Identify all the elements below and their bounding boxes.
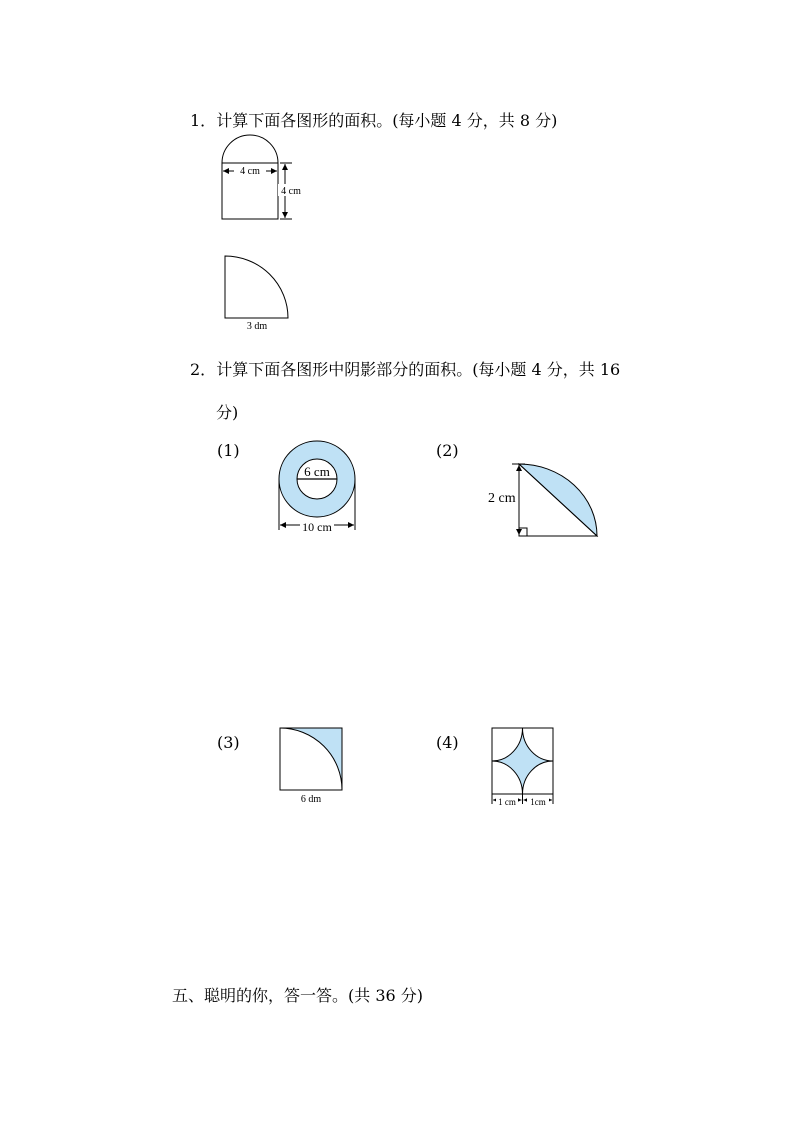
figure-2-4-index: (4) bbox=[436, 733, 459, 752]
figure-2-3-side-label: 6 dm bbox=[300, 794, 322, 805]
figure-2-4-shaded-star bbox=[492, 728, 553, 794]
figure-1a-square-semicircle bbox=[222, 135, 292, 219]
figure-1a-height-label: 4 cm bbox=[281, 186, 301, 197]
question-1-number: 1． bbox=[190, 111, 217, 130]
figure-2-4-right-label: 1cm bbox=[530, 797, 546, 807]
figure-2-2-right-angle-mark bbox=[519, 528, 527, 536]
figure-2-4-square-star bbox=[492, 728, 553, 804]
figure-2-2-side-label: 2 cm bbox=[488, 491, 516, 506]
question-2-text-continued: 分) bbox=[216, 403, 239, 422]
figure-1b-outline bbox=[225, 256, 288, 318]
figure-2-1-inner-label: 6 cm bbox=[304, 464, 330, 479]
figure-2-1-outer-label: 10 cm bbox=[302, 520, 332, 534]
figure-1b-radius-label: 3 dm bbox=[246, 321, 268, 332]
figure-2-2-quarter-triangle bbox=[512, 464, 597, 536]
figure-2-1-index: (1) bbox=[217, 441, 240, 460]
figure-2-2-index: (2) bbox=[436, 441, 459, 460]
figure-2-3-shaded-corner bbox=[280, 728, 342, 790]
figure-1a-width-label: 4 cm bbox=[240, 166, 260, 177]
figure-2-3-index: (3) bbox=[217, 733, 240, 752]
figure-1b-quarter-circle bbox=[225, 256, 288, 318]
figure-2-1-annulus bbox=[279, 441, 355, 530]
figure-2-4-left-label: 1 cm bbox=[498, 797, 516, 807]
question-2-number: 2． bbox=[190, 360, 217, 379]
question-2-text: 计算下面各图形中阴影部分的面积。(每小题 4 分，共 16 bbox=[216, 360, 621, 379]
figure-1a-outline bbox=[222, 135, 278, 219]
question-1-text: 计算下面各图形的面积。(每小题 4 分，共 8 分) bbox=[216, 111, 558, 130]
section-5-heading: 五、聪明的你，答一答。(共 36 分) bbox=[172, 986, 424, 1005]
figure-2-3-square-quarter bbox=[280, 728, 342, 790]
